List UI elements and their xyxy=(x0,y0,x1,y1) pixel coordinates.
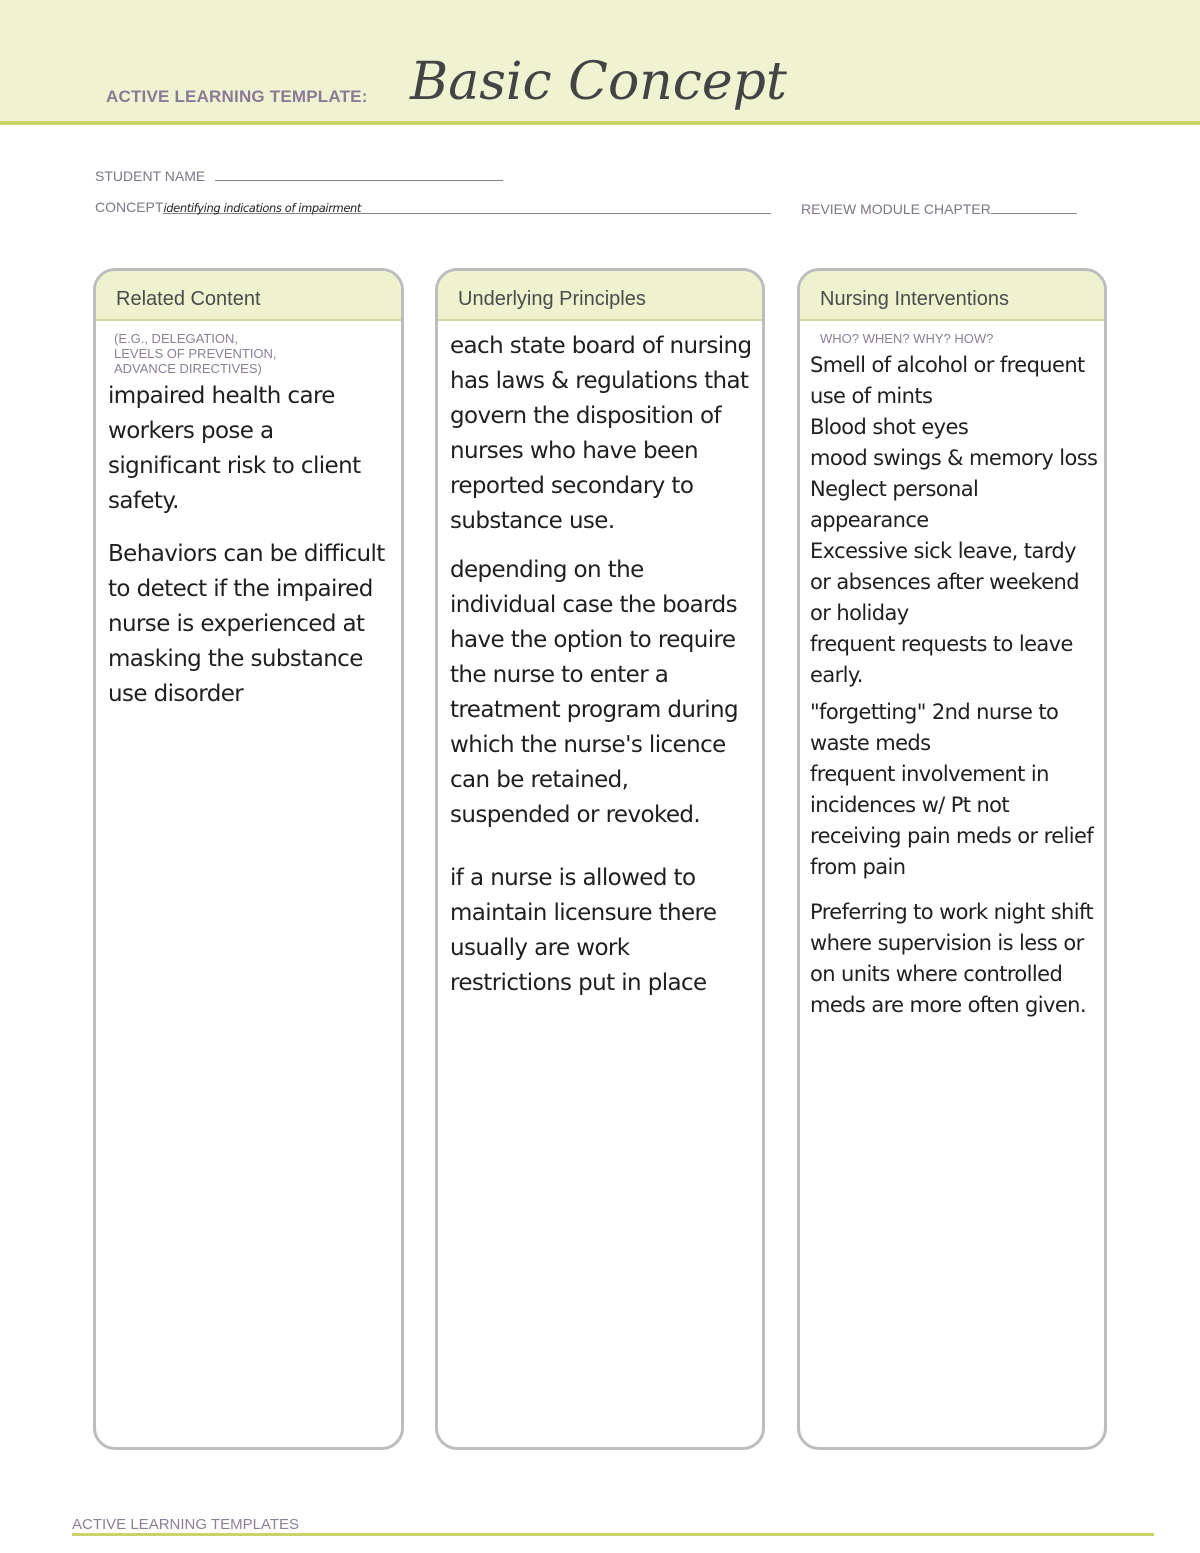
student-name-field[interactable] xyxy=(215,166,503,181)
student-name-row xyxy=(95,166,503,184)
underlying-principles-header: Underlying Principles xyxy=(438,271,762,321)
concept-row xyxy=(95,199,771,215)
note-paragraph: Neglect personal appearance xyxy=(810,477,979,532)
underlying-principles-notes[interactable] xyxy=(438,321,762,1001)
related-content-column xyxy=(93,268,404,1450)
related-content-notes[interactable] xyxy=(96,376,401,712)
nursing-interventions-header: Nursing Interventions xyxy=(800,271,1104,321)
review-module-label: REVIEW MODULE CHAPTER xyxy=(801,201,991,217)
note-paragraph: each state board of nursing has laws & regulations that govern the disposition of nurses who have been reported secondary to substance use. xyxy=(450,333,752,534)
student-name-label: STUDENT NAME xyxy=(95,168,206,184)
note-paragraph: Smell of alcohol or frequent use of mints xyxy=(810,353,1085,408)
underlying-principles-column xyxy=(435,268,765,1450)
header-rule xyxy=(0,121,1200,125)
note-paragraph: Blood shot eyes xyxy=(810,415,969,439)
related-content-subtitle: (E.G., DELEGATION, LEVELS OF PREVENTION, ADVANCE DIRECTIVES) xyxy=(114,331,277,376)
note-paragraph: depending on the individual case the boards have the option to require the nurse to enter a treatment program during which the nurse's licence can be retained, suspended or revoked. xyxy=(450,557,738,828)
related-content-header: Related Content xyxy=(96,271,401,321)
note-paragraph: impaired health care workers pose a significant risk to client safety. xyxy=(108,383,361,514)
footer-text: ACTIVE LEARNING TEMPLATES xyxy=(72,1516,299,1533)
note-paragraph: Excessive sick leave, tardy or absences after weekend or holiday xyxy=(810,539,1079,625)
review-module-field[interactable] xyxy=(991,199,1077,214)
note-paragraph: frequent requests to leave early. xyxy=(810,632,1073,687)
footer-rule xyxy=(72,1533,1154,1536)
nursing-interventions-notes[interactable] xyxy=(800,346,1104,1021)
concept-value: identifying indications of impairment xyxy=(163,201,362,215)
note-paragraph: mood swings & memory loss xyxy=(810,446,1098,470)
nursing-interventions-column xyxy=(797,268,1107,1450)
note-paragraph: Behaviors can be difficult to detect if the impaired nurse is experienced at masking the substance use disorder xyxy=(108,541,385,707)
note-paragraph: "forgetting" 2nd nurse to waste meds xyxy=(810,700,1059,755)
review-module-row xyxy=(801,199,1077,217)
template-label: ACTIVE LEARNING TEMPLATE: xyxy=(106,87,368,106)
note-paragraph: Preferring to work night shift where supervision is less or on units where controlled meds are more often given. xyxy=(810,900,1094,1017)
note-paragraph: if a nurse is allowed to maintain licensure there usually are work restrictions put in place xyxy=(450,865,717,996)
nursing-interventions-subtitle: WHO? WHEN? WHY? HOW? xyxy=(820,331,994,346)
concept-label: CONCEPT xyxy=(95,199,164,215)
note-paragraph: frequent involvement in incidences w/ Pt not receiving pain meds or relief from pain xyxy=(810,762,1094,879)
template-title: Basic Concept xyxy=(410,52,787,112)
concept-field[interactable] xyxy=(163,199,771,214)
